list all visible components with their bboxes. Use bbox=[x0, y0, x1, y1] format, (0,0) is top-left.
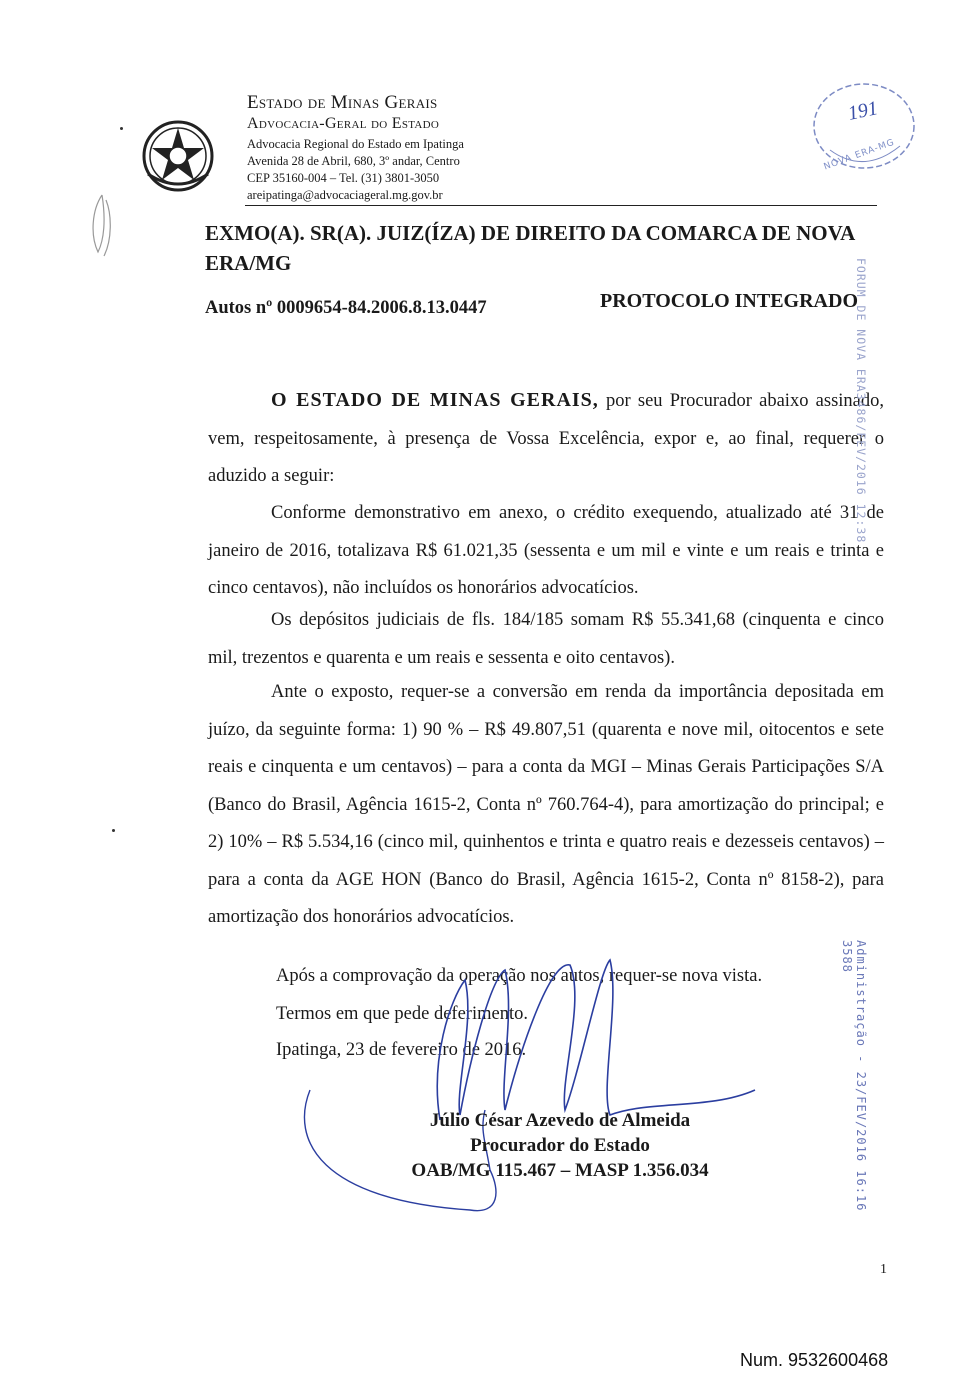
paragraph-request: Ante o exposto, requer-se a conversão em renda da importância depositada em juízo, da seguinte forma: 1) 90 % – R$ 49.807,51 (quarenta e nove mil, oitocentos e sete reais e cinquenta e um centavos) – para a conta da MGI – Minas Gerais Participações S/A (Banco do Brasil, Agência 1615-2, Conta nº 760.764-4), para amortização do principal; e 2) 10% – R$ 5.534,16 (cinco mil, quinhentos e trinta e quatro reais e dezesseis centavos) – para a conta da AGE HON (Banco do Brasil, Agência 1615-2, Conta nº 8158-2), para amortização dos honorários advocatícios. bbox=[208, 682, 884, 927]
page-number: 1 bbox=[880, 1262, 887, 1277]
document-number: Num. 9532600468 bbox=[740, 1350, 889, 1370]
place-date: Ipatinga, 23 de fevereiro de 2016. bbox=[276, 1040, 527, 1060]
forum-stamp: FORUM DE NOVA ERA3486/FEV/2016 12:38 bbox=[854, 258, 868, 544]
paragraph-closing: Termos em que pede deferimento. bbox=[276, 1004, 528, 1024]
signer-registration: OAB/MG 115.467 – MASP 1.356.034 bbox=[411, 1160, 709, 1181]
paragraph-intro bbox=[208, 382, 884, 496]
header-divider bbox=[245, 205, 877, 206]
signer-name: Júlio César Azevedo de Almeida bbox=[429, 1110, 691, 1131]
header-office: Advocacia Regional do Estado em Ipatinga bbox=[247, 137, 464, 151]
signature-block bbox=[380, 1108, 740, 1183]
paragraph-intro-rest: por seu Procurador abaixo assinado, vem, respeitosamente, à presença de Vossa Excelência, expor e, ao final, requerer o aduzido a seguir: bbox=[208, 391, 884, 486]
header-email: areipatinga@advocaciageral.mg.gov.br bbox=[247, 188, 443, 202]
header-cep-tel: CEP 35160-004 – Tel. (31) 3801-3050 bbox=[247, 171, 440, 185]
case-number: Autos nº 0009654-84.2006.8.13.0447 bbox=[205, 298, 487, 318]
paragraph-after: Após a comprovação da operação nos autos, requer-se nova vista. bbox=[276, 966, 763, 986]
seal-number: 191 bbox=[845, 97, 880, 125]
signer-role: Procurador do Estado bbox=[470, 1135, 650, 1156]
seal-text: NOVA ERA-MG bbox=[822, 137, 897, 173]
protocol-seal-stamp bbox=[800, 80, 920, 180]
header-address: Avenida 28 de Abril, 680, 3º andar, Centro bbox=[247, 154, 460, 168]
margin-dot bbox=[112, 829, 115, 832]
header-agency: Advocacia-Geral do Estado bbox=[247, 115, 440, 132]
protocol-label: PROTOCOLO INTEGRADO bbox=[600, 290, 858, 312]
paragraph-credit: Conforme demonstrativo em anexo, o crédito exequendo, atualizado até 31 de janeiro de 2016, totalizava R$ 61.021,35 (sessenta e um mil e vinte e um reais e trinta e cinco centavos), não incluídos os honorários advocatícios. bbox=[208, 503, 884, 598]
state-coat-of-arms-icon bbox=[140, 118, 216, 194]
admin-stamp: Administração - 23/FEV/2016 16:16 3588 bbox=[840, 940, 868, 1212]
addressee: EXMO(A). SR(A). JUIZ(ÍZA) DE DIREITO DA COMARCA DE NOVA ERA/MG bbox=[205, 221, 855, 275]
header-state: Estado de Minas Gerais bbox=[247, 92, 438, 113]
margin-dot bbox=[120, 127, 123, 130]
paragraph-intro-bold: O ESTADO DE MINAS GERAIS, bbox=[271, 389, 599, 411]
paragraph-deposits: Os depósitos judiciais de fls. 184/185 somam R$ 55.341,68 (cinquenta e cinco mil, trezentos e quarenta e um reais e sessenta e oito centavos). bbox=[208, 610, 884, 668]
margin-scribble bbox=[82, 190, 122, 260]
